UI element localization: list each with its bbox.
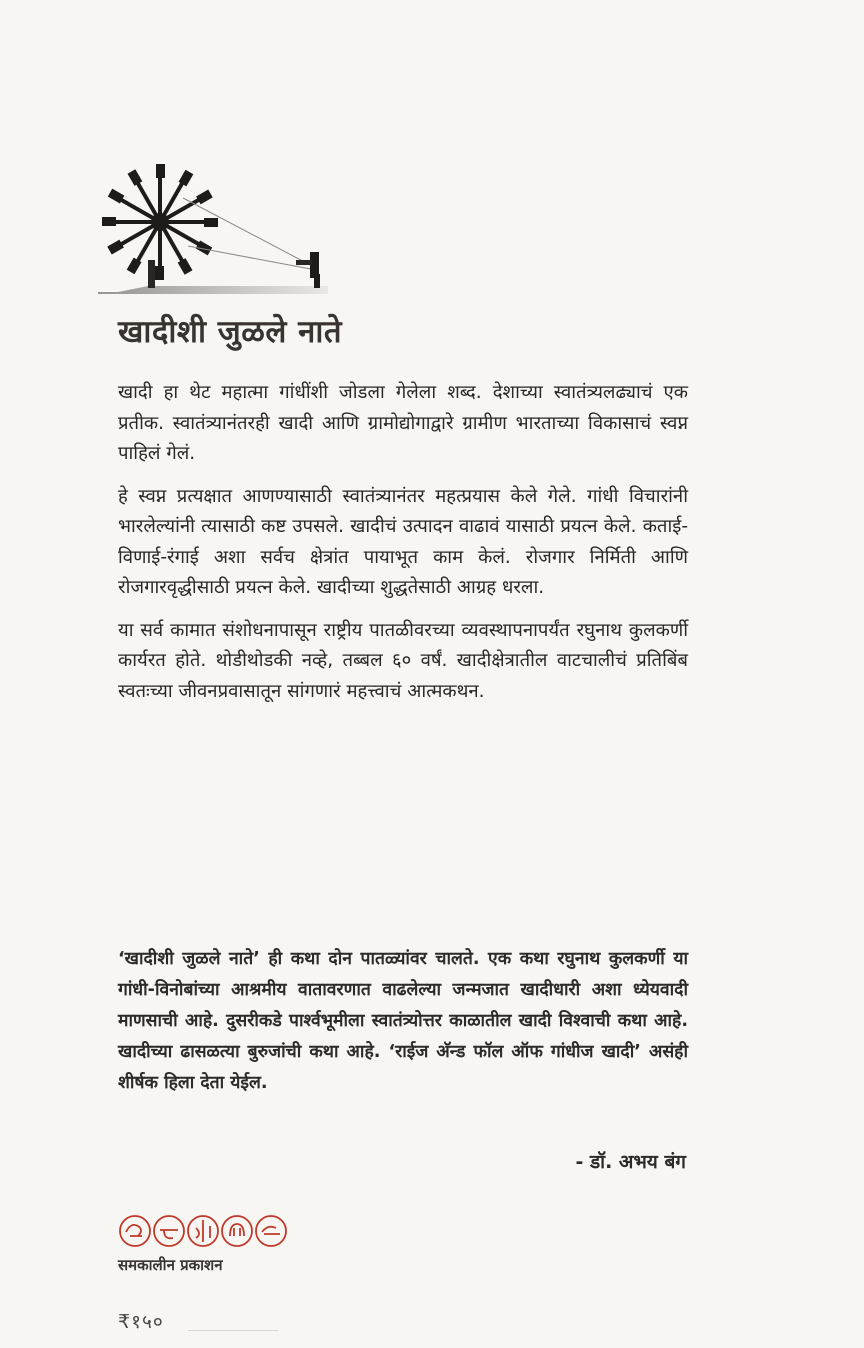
blurb-paragraph: हे स्वप्न प्रत्यक्षात आणण्यासाठी स्वातंत्र्यानंतर महत्प्रयास केले गेले. गांधी विचारांनी भारलेल्यांनी त्यासाठी कष्ट उपसले. खादीचं उत्पादन वाढावं यासाठी प्रयत्न केले. कताई-विणाई-रंगाई अशा सर्वच क्षेत्रांत पायाभूत काम केलं. रोजगार निर्मिती आणि रोजगारवृद्धीसाठी प्रयत्न केले. खादीच्या शुद्धतेसाठी आग्रह धरला. bbox=[118, 485, 688, 598]
review-quote bbox=[118, 944, 688, 1099]
divider bbox=[188, 1330, 278, 1331]
samakaleen-logo-icon bbox=[118, 1212, 338, 1250]
charkha-icon bbox=[88, 160, 338, 310]
review-attribution: - डॉ. अभय बंग bbox=[575, 1151, 686, 1173]
book-title: खादीशी जुळले नाते bbox=[118, 314, 343, 350]
blurb-paragraph: खादी हा थेट महात्मा गांधींशी जोडला गेलेला शब्द. देशाच्या स्वातंत्र्यलढ्याचं एक प्रतीक. स्वातंत्र्यानंतरही खादी आणि ग्रामोद्योगाद्वारे ग्रामीण भारताच्या विकासाचं स्वप्न पाहिलं गेलं. bbox=[118, 382, 688, 464]
blurb-paragraph: या सर्व कामात संशोधनापासून राष्ट्रीय पातळीवरच्या व्यवस्थापनापर्यंत रघुनाथ कुलकर्णी कार्यरत होते. थोडीथोडकी नव्हे, तब्बल ६० वर्षं. खादीक्षेत्रातील वाटचालीचं प्रतिबिंब स्वतःच्या जीवनप्रवासातून सांगणारं महत्त्वाचं आत्मकथन. bbox=[118, 619, 688, 702]
review-text: ‘खादीशी जुळले नाते’ ही कथा दोन पातळ्यांवर चालते. एक कथा रघुनाथ कुलकर्णी या गांधी-विनोबांच्या आश्रमीय वातावरणात वाढलेल्या जन्मजात खादीधारी अशा ध्येयवादी माणसाची आहे. दुसरीकडे पार्श्वभूमीला स्वातंत्र्योत्तर काळातील खादी विश्वाची कथा आहे. खादीच्या ढासळत्या बुरुजांची कथा आहे. ‘राईज अ‍ॅन्ड फॉल ऑफ गांधीज खादी’ असंही शीर्षक हिला देता येईल. bbox=[118, 949, 688, 1093]
price: ₹१५० bbox=[118, 1311, 164, 1333]
publisher-name: समकालीन प्रकाशन bbox=[118, 1256, 223, 1274]
blurb bbox=[118, 378, 688, 719]
